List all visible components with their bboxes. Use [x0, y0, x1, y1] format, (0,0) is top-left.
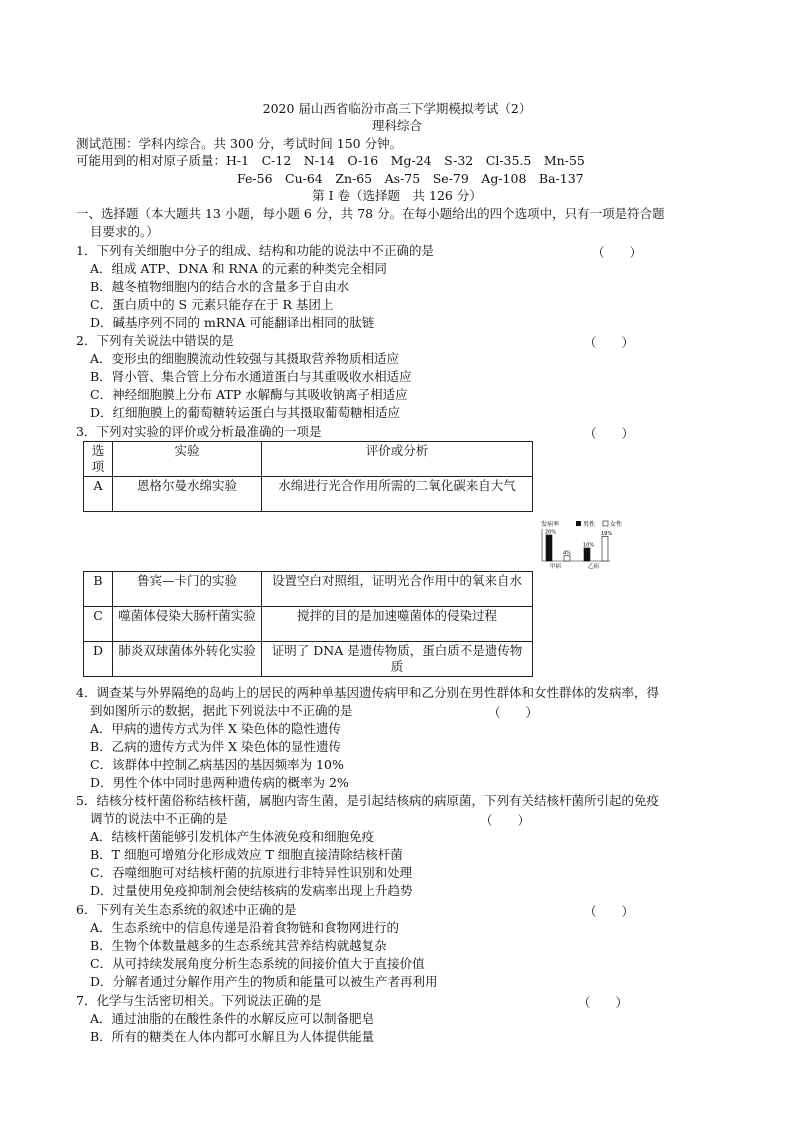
question-2-stem: 2．下列有关说法中错误的是: [76, 333, 234, 348]
bar-male-1: [546, 535, 552, 561]
question-3-stem: 3．下列对实验的评价或分析最准确的一项是: [76, 424, 322, 439]
row-analysis: 水绵进行光合作用所需的二氧化碳来自大气: [262, 477, 533, 512]
q1-option-b: B．越冬植物细胞内的结合水的含量多于自由水: [90, 279, 350, 294]
question-4-stem-2: 到如图所示的数据，据此下列说法中不正确的是: [90, 703, 353, 718]
exam-subtitle: 理科综合: [371, 118, 422, 133]
question-4-stem-1: 4．调查某与外界隔绝的岛屿上的居民的两种单基因遗传病甲和乙分别在男性群体和女性群体的发病率，得: [76, 685, 659, 700]
question-1-stem: 1．下列有关细胞中分子的组成、结构和功能的说法中不正确的是: [76, 243, 434, 258]
bar-female-2: [602, 536, 608, 561]
q6-option-a: A．生态系统中的信息传递是沿着食物链和食物网进行的: [90, 920, 400, 935]
answer-blank: （ ）: [488, 705, 539, 720]
question-5-stem-2: 调节的说法中不正确的是: [90, 811, 228, 826]
q6-option-d: D．分解者通过分解作用产生的物质和能量可以被生产者再利用: [90, 974, 438, 989]
bar-female-1: [564, 556, 570, 561]
section-intro-1: 一、选择题（本大题共 13 小题，每小题 6 分，共 78 分。在每小题给出的四个选项中，只有一项是符合题: [76, 206, 665, 221]
legend-label-female: 女性: [610, 521, 623, 528]
q7-option-a: A．通过油脂的在酸性条件的水解反应可以制备肥皂: [90, 1011, 375, 1026]
row-option: C: [84, 607, 113, 642]
atomic-mass-line-2: Fe-56 Cu-64 Zn-65 As-75 Se-79 Ag-108 Ba-137: [237, 171, 584, 186]
q2-option-d: D．红细胞膜上的葡萄糖转运蛋白与其摄取葡萄糖相适应: [90, 405, 401, 420]
row-option: D: [84, 642, 113, 677]
q2-option-b: B．肾小管、集合管上分布水通道蛋白与其重吸收水相适应: [90, 369, 412, 384]
question-7-stem: 7．化学与生活密切相关。下列说法正确的是: [76, 993, 322, 1008]
experiment-table-bottom: [83, 571, 533, 677]
row-option: A: [84, 477, 113, 512]
exam-title: 2020 届山西省临汾市高三下学期模拟考试（2）: [262, 101, 532, 116]
bar-value-label: 4%: [563, 550, 571, 557]
q2-option-c: C．神经细胞膜上分布 ATP 水解酶与其吸收钠离子相适应: [90, 387, 408, 402]
chart-legend: [576, 520, 622, 528]
row-experiment: 噬菌体侵染大肠杆菌实验: [113, 607, 262, 642]
volume-title: 第 I 卷（选择题 共 126 分）: [312, 188, 482, 203]
q4-option-c: C．该群体中控制乙病基因的基因频率为 10%: [90, 757, 344, 772]
q5-option-d: D．过量使用免疫抑制剂会使结核病的发病率出现上升趋势: [90, 883, 413, 898]
test-scope: 测试范围：学科内综合。共 300 分，考试时间 150 分钟。: [76, 136, 403, 151]
atomic-mass-line-1: 可能用到的相对原子质量：H-1 C-12 N-14 O-16 Mg-24 S-32 Cl-35.5 Mn-55: [76, 153, 585, 168]
q4-option-a: A．甲病的遗传方式为伴 X 染色体的隐性遗传: [90, 721, 341, 736]
bar-value-label: 10%: [583, 542, 595, 549]
q5-option-a: A．结核杆菌能够引发机体产生体液免疫和细胞免疫: [90, 829, 375, 844]
table-header-row: [84, 442, 533, 477]
answer-blank: （ ）: [480, 813, 531, 828]
experiment-table-top: [83, 441, 533, 512]
table-row: [84, 477, 533, 512]
answer-blank: （ ）: [592, 245, 643, 260]
q4-option-b: B．乙病的遗传方式为伴 X 染色体的显性遗传: [90, 739, 342, 754]
legend-swatch-male: [576, 521, 581, 526]
q1-option-d: D．碱基序列不同的 mRNA 可能翻译出相同的肽链: [90, 315, 375, 330]
row-experiment: 肺炎双球菌体外转化实验: [113, 642, 262, 677]
category-label: 乙病: [588, 564, 600, 569]
row-analysis: 证明了 DNA 是遗传物质，蛋白质不是遗传物质: [262, 642, 533, 677]
header-option: 选项: [84, 442, 113, 477]
legend-label-male: 男性: [583, 521, 596, 528]
table-row: [84, 572, 533, 607]
q5-option-b: B．T 细胞可增殖分化形成效应 T 细胞直接清除结核杆菌: [90, 847, 403, 862]
q7-option-b: B．所有的糖类在人体内都可水解且为人体提供能量: [90, 1029, 375, 1044]
row-analysis: 设置空白对照组，证明光合作用中的氧来自水: [262, 572, 533, 607]
bar-male-2: [584, 548, 590, 561]
q1-option-c: C．蛋白质中的 S 元素只能存在于 R 基团上: [90, 297, 334, 312]
chart-ylabel: 发病率: [541, 521, 560, 528]
q6-option-b: B．生物个体数量越多的生态系统其营养结构就越复杂: [90, 938, 387, 953]
bar-value-label: 20%: [545, 529, 557, 536]
header-analysis: 评价或分析: [262, 442, 533, 477]
legend-swatch-female: [603, 521, 608, 526]
row-experiment: 鲁宾—卡门的实验: [113, 572, 262, 607]
chart-bars: [545, 530, 612, 570]
row-analysis: 搅拌的目的是加速噬菌体的侵染过程: [262, 607, 533, 642]
table-row: [84, 607, 533, 642]
answer-blank: （ ）: [584, 335, 635, 350]
q6-option-c: C．从可持续发展角度分析生态系统的间接价值大于直接价值: [90, 956, 425, 971]
incidence-bar-chart: [540, 519, 630, 569]
row-option: B: [84, 572, 113, 607]
q4-option-d: D．男性个体中同时患两种遗传病的概率为 2%: [90, 775, 349, 790]
header-experiment: 实验: [113, 442, 262, 477]
section-intro-2: 目要求的。）: [90, 224, 159, 239]
q1-option-a: A．组成 ATP、DNA 和 RNA 的元素的种类完全相同: [90, 261, 387, 276]
answer-blank: （ ）: [584, 426, 635, 441]
category-label: 甲病: [550, 564, 562, 569]
bar-value-label: 19%: [601, 530, 613, 537]
question-6-stem: 6．下列有关生态系统的叙述中正确的是: [76, 902, 297, 917]
table-row: [84, 642, 533, 677]
answer-blank: （ ）: [584, 904, 635, 919]
q2-option-a: A．变形虫的细胞膜流动性较强与其摄取营养物质相适应: [90, 351, 400, 366]
question-5-stem-1: 5．结核分枝杆菌俗称结核杆菌，属胞内寄生菌，是引起结核病的病原菌，下列有关结核杆菌所引起的免疫: [76, 793, 659, 808]
row-experiment: 恩格尔曼水绵实验: [113, 477, 262, 512]
answer-blank: （ ）: [578, 995, 629, 1010]
q5-option-c: C．吞噬细胞可对结核杆菌的抗原进行非特异性识别和处理: [90, 865, 413, 880]
